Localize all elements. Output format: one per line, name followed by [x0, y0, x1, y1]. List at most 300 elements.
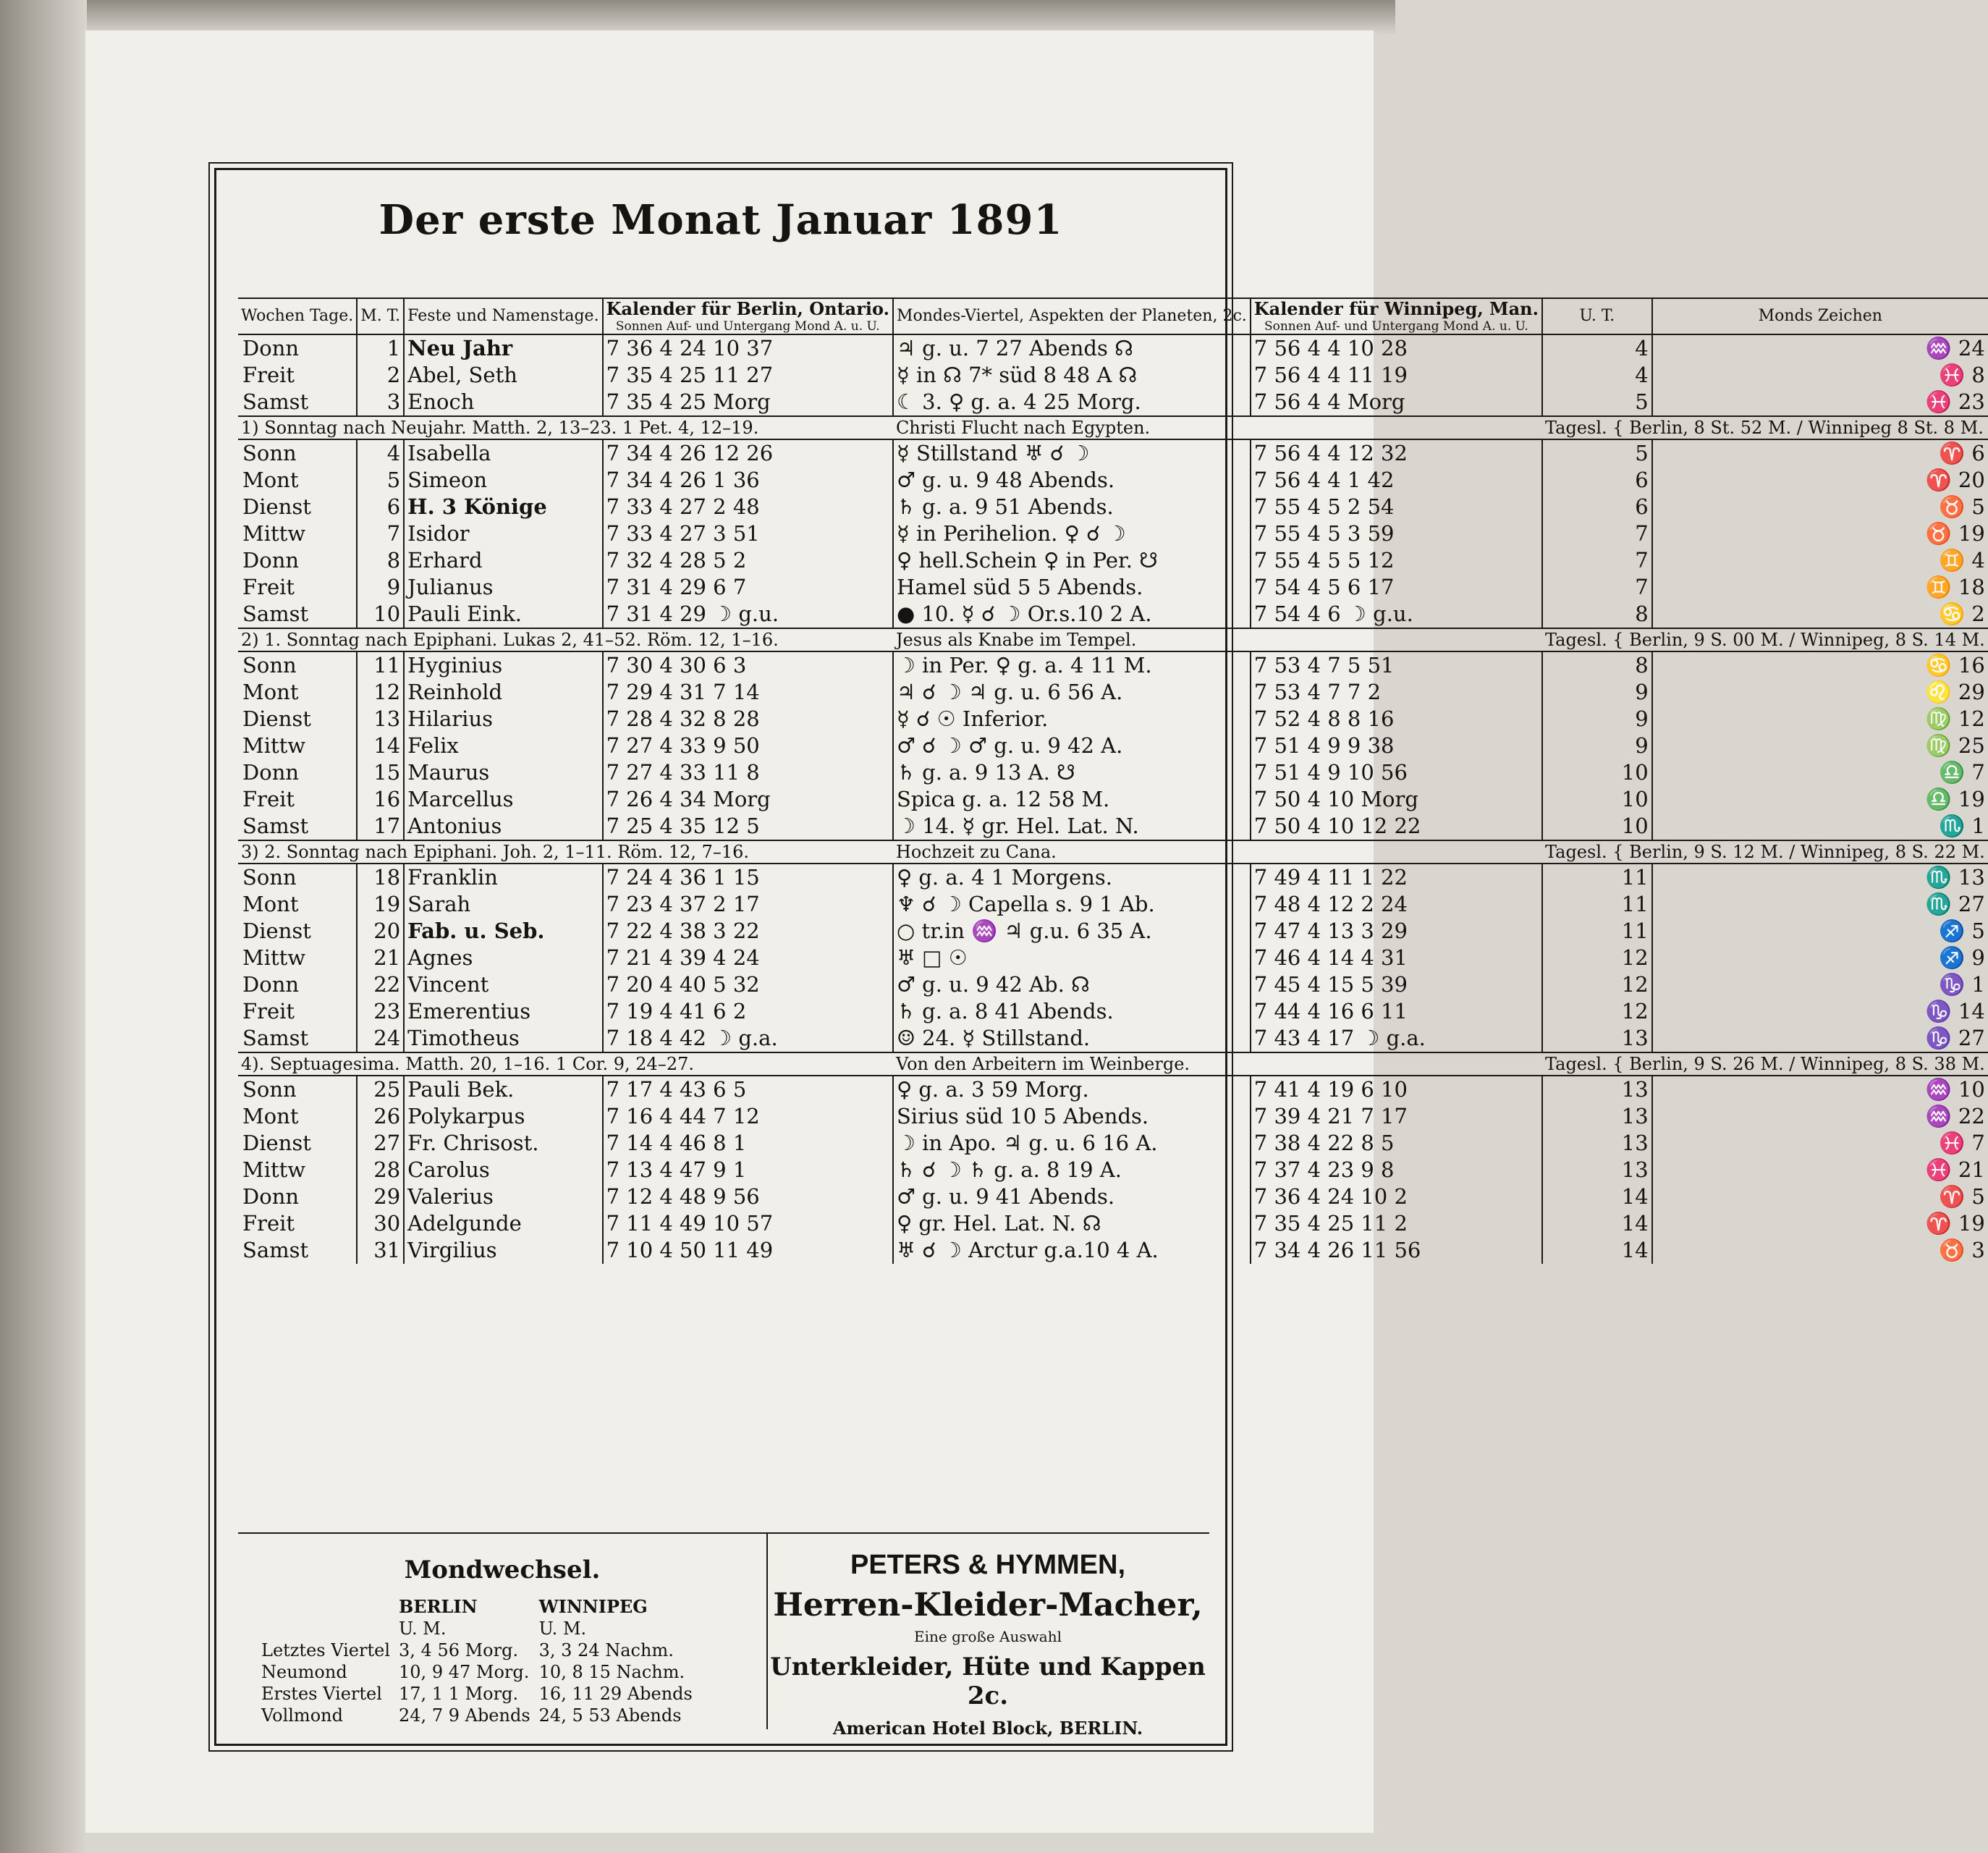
zodiac-sign: ♎ 19 — [1925, 787, 1985, 811]
berlin-times: 7 32 4 28 5 2 — [603, 547, 893, 574]
aspect: ♀ gr. Hel. Lat. N. ☊ — [893, 1210, 1251, 1237]
ut: 13 — [1542, 1103, 1652, 1130]
zodiac-sign: ♓ 8 — [1939, 363, 1985, 387]
ut: 12 — [1542, 971, 1652, 998]
weekday: Freit — [238, 1210, 357, 1237]
ut: 12 — [1542, 945, 1652, 971]
winnipeg-times: 7 56 4 4 12 32 — [1251, 439, 1542, 467]
winnipeg-times: 7 55 4 5 2 54 — [1251, 494, 1542, 520]
berlin-times: 7 28 4 32 8 28 — [603, 706, 893, 733]
winnipeg-times: 7 34 4 26 11 56 — [1251, 1237, 1542, 1264]
day-row — [238, 651, 1988, 679]
day-row — [238, 759, 1988, 786]
weekday: Donn — [238, 971, 357, 998]
winnipeg-times: 7 35 4 25 11 2 — [1251, 1210, 1542, 1237]
week-daylength: Tagesl. { Berlin, 9 S. 12 M. / Winnipeg, 8 S. 22 M. — [1542, 840, 1988, 864]
ut: 8 — [1542, 601, 1652, 628]
winnipeg-times: 7 39 4 21 7 17 — [1251, 1103, 1542, 1130]
zodiac-sign: ♐ 5 — [1939, 919, 1985, 943]
header-winnipeg-sun: Sonnen Auf- und Untergang — [1264, 319, 1439, 334]
zodiac-sign: ♌ 29 — [1925, 680, 1985, 704]
feast-name: Neu Jahr — [404, 334, 602, 362]
moon-berlin-time: 3, 4 56 Morg. — [399, 1640, 519, 1660]
zodiac-sign: ♓ 23 — [1925, 389, 1985, 414]
moon-berlin-time: 17, 1 1 Morg. — [399, 1684, 519, 1704]
berlin-times: 7 34 4 26 12 26 — [603, 439, 893, 467]
winnipeg-times: 7 56 4 4 Morg — [1251, 389, 1542, 416]
ut: 8 — [1542, 651, 1652, 679]
month-day: 16 — [357, 786, 404, 813]
weekday: Freit — [238, 574, 357, 601]
berlin-times: 7 24 4 36 1 15 — [603, 864, 893, 891]
day-row — [238, 891, 1988, 918]
table-header — [238, 298, 1988, 334]
day-row — [238, 574, 1988, 601]
aspect: ○ tr.in ♒ ♃ g.u. 6 35 A. — [893, 918, 1251, 945]
header-berlin-title: Kalender für Berlin, Ontario. — [606, 298, 889, 319]
weekday: Samst — [238, 1025, 357, 1052]
aspect: ☽ 14. ☿ gr. Hel. Lat. N. — [893, 813, 1251, 840]
ut: 5 — [1542, 389, 1652, 416]
month-day: 5 — [357, 467, 404, 494]
berlin-times: 7 25 4 35 12 5 — [603, 813, 893, 840]
feast-name: Enoch — [404, 389, 602, 416]
zodiac-sign: ♍ 12 — [1925, 706, 1985, 731]
moon-phase-name: Erstes Viertel — [261, 1684, 382, 1704]
ut: 7 — [1542, 520, 1652, 547]
month-day: 29 — [357, 1183, 404, 1210]
day-row — [238, 601, 1988, 628]
winnipeg-times: 7 36 4 24 10 2 — [1251, 1183, 1542, 1210]
week-reading: 4). Septuagesima. Matth. 20, 1–16. 1 Cor. 9, 24–27. — [238, 1052, 893, 1076]
feast-name: Fr. Chrisost. — [404, 1130, 602, 1157]
weekday: Mont — [238, 1103, 357, 1130]
calendar-page — [85, 30, 1985, 1833]
winnipeg-times: 7 53 4 7 7 2 — [1251, 679, 1542, 706]
week-reading: 2) 1. Sonntag nach Epiphani. Lukas 2, 41–52. Röm. 12, 1–16. — [238, 628, 893, 651]
ut: 11 — [1542, 918, 1652, 945]
ut: 7 — [1542, 547, 1652, 574]
footer-section — [238, 1532, 1209, 1739]
week-daylength: Tagesl. { Berlin, 9 S. 00 M. / Winnipeg, 8 S. 14 M. — [1542, 628, 1988, 651]
moon-phase-row — [257, 1639, 697, 1661]
feast-name: Franklin — [404, 864, 602, 891]
weekday: Freit — [238, 786, 357, 813]
aspect: ● 10. ☿ ☌ ☽ Or.s.10 2 A. — [893, 601, 1251, 628]
berlin-times: 7 19 4 41 6 2 — [603, 998, 893, 1025]
feast-name: Hilarius — [404, 706, 602, 733]
aspect: ☿ Stillstand ♅ ☌ ☽ — [893, 439, 1251, 467]
zodiac-sign: ♒ 24 — [1925, 336, 1985, 360]
winnipeg-times: 7 43 4 17 ☽ g.a. — [1251, 1025, 1542, 1052]
aspect: ♀ g. a. 3 59 Morg. — [893, 1076, 1251, 1103]
day-row — [238, 706, 1988, 733]
aspect: Spica g. a. 12 58 M. — [893, 786, 1251, 813]
day-row — [238, 1210, 1988, 1237]
moon-winnipeg-um: U. M. — [538, 1618, 587, 1639]
day-row — [238, 864, 1988, 891]
ad-products: Unterkleider, Hüte und Kappen 2c. — [770, 1652, 1206, 1710]
ut: 11 — [1542, 864, 1652, 891]
day-row — [238, 813, 1988, 840]
zodiac-sign: ♏ 13 — [1925, 865, 1985, 890]
week-reading: 3) 2. Sonntag nach Epiphani. Joh. 2, 1–11. Röm. 12, 7–16. — [238, 840, 893, 864]
zodiac-sign: ♋ 16 — [1925, 653, 1985, 678]
week-sunday-row — [238, 840, 1988, 864]
berlin-times: 7 35 4 25 11 27 — [603, 362, 893, 389]
month-day: 26 — [357, 1103, 404, 1130]
weekday: Sonn — [238, 1076, 357, 1103]
winnipeg-times: 7 56 4 4 1 42 — [1251, 467, 1542, 494]
feast-name: Timotheus — [404, 1025, 602, 1052]
day-row — [238, 1183, 1988, 1210]
weekday: Samst — [238, 813, 357, 840]
moon-winnipeg-time: 24, 5 53 Abends — [538, 1705, 682, 1726]
winnipeg-times: 7 55 4 5 5 12 — [1251, 547, 1542, 574]
feast-name: Polykarpus — [404, 1103, 602, 1130]
berlin-times: 7 12 4 48 9 56 — [603, 1183, 893, 1210]
day-row — [238, 1130, 1988, 1157]
aspect: ♅ ☌ ☽ Arctur g.a.10 4 A. — [893, 1237, 1251, 1264]
weekday: Samst — [238, 601, 357, 628]
zodiac-sign: ♊ 18 — [1925, 575, 1985, 599]
berlin-times: 7 33 4 27 2 48 — [603, 494, 893, 520]
weekday: Samst — [238, 1237, 357, 1264]
zodiac-sign: ♍ 25 — [1925, 733, 1985, 758]
header-winnipeg-sub — [1254, 319, 1539, 334]
month-day: 15 — [357, 759, 404, 786]
ut: 6 — [1542, 467, 1652, 494]
month-day: 17 — [357, 813, 404, 840]
aspect: Sirius süd 10 5 Abends. — [893, 1103, 1251, 1130]
day-row — [238, 1025, 1988, 1052]
weekday: Dienst — [238, 494, 357, 520]
month-day: 7 — [357, 520, 404, 547]
berlin-times: 7 29 4 31 7 14 — [603, 679, 893, 706]
winnipeg-times: 7 48 4 12 2 24 — [1251, 891, 1542, 918]
month-day: 20 — [357, 918, 404, 945]
zodiac-sign: ♑ 27 — [1925, 1026, 1985, 1050]
winnipeg-times: 7 55 4 5 3 59 — [1251, 520, 1542, 547]
moon-phases-box — [238, 1534, 768, 1729]
aspect: ☽ in Apo. ♃ g. u. 6 16 A. — [893, 1130, 1251, 1157]
winnipeg-times: 7 52 4 8 8 16 — [1251, 706, 1542, 733]
day-row — [238, 494, 1988, 520]
aspect: ♂ g. u. 9 48 Abends. — [893, 467, 1251, 494]
zodiac-sign: ♑ 1 — [1939, 972, 1985, 997]
winnipeg-times: 7 50 4 10 Morg — [1251, 786, 1542, 813]
moon-phase-name: Vollmond — [261, 1705, 343, 1726]
berlin-times: 7 34 4 26 1 36 — [603, 467, 893, 494]
berlin-times: 7 21 4 39 4 24 — [603, 945, 893, 971]
berlin-times: 7 36 4 24 10 37 — [603, 334, 893, 362]
aspect: ♀ hell.Schein ♀ in Per. ☋ — [893, 547, 1251, 574]
weekday: Sonn — [238, 651, 357, 679]
header-berlin — [603, 298, 893, 334]
zodiac-sign: ♒ 10 — [1925, 1077, 1985, 1102]
week-sunday-row — [238, 416, 1988, 439]
zodiac-sign: ♏ 27 — [1925, 892, 1985, 916]
ut: 4 — [1542, 334, 1652, 362]
header-aspects: Mondes-Viertel, Aspekten der Planeten, 2c. — [893, 298, 1251, 334]
header-ut: U. T. — [1542, 298, 1652, 334]
weekday: Mittw — [238, 520, 357, 547]
aspect: ☾ 3. ♀ g. a. 4 25 Morg. — [893, 389, 1251, 416]
header-signs: Monds Zeichen — [1652, 298, 1988, 334]
winnipeg-times: 7 54 4 6 ☽ g.u. — [1251, 601, 1542, 628]
weekday: Mont — [238, 679, 357, 706]
feast-name: Isidor — [404, 520, 602, 547]
winnipeg-times: 7 53 4 7 5 51 — [1251, 651, 1542, 679]
berlin-times: 7 23 4 37 2 17 — [603, 891, 893, 918]
aspect: ♀ g. a. 4 1 Morgens. — [893, 864, 1251, 891]
day-row — [238, 918, 1988, 945]
feast-name: Pauli Eink. — [404, 601, 602, 628]
month-day: 13 — [357, 706, 404, 733]
zodiac-sign: ♉ 5 — [1939, 494, 1985, 519]
day-row — [238, 1237, 1988, 1264]
day-row — [238, 547, 1988, 574]
day-row — [238, 439, 1988, 467]
weekday: Dienst — [238, 918, 357, 945]
month-day: 6 — [357, 494, 404, 520]
feast-name: Reinhold — [404, 679, 602, 706]
ad-title: PETERS & HYMMEN, — [850, 1550, 1126, 1580]
weekday: Mittw — [238, 733, 357, 759]
berlin-times: 7 20 4 40 5 32 — [603, 971, 893, 998]
header-berlin-sun: Sonnen Auf- und Untergang — [615, 319, 791, 334]
month-day: 27 — [357, 1130, 404, 1157]
week-sunday-row — [238, 1052, 1988, 1076]
feast-name: Virgilius — [404, 1237, 602, 1264]
month-day: 11 — [357, 651, 404, 679]
feast-name: Fab. u. Seb. — [404, 918, 602, 945]
weekday: Mont — [238, 467, 357, 494]
aspect: ☿ ☌ ☉ Inferior. — [893, 706, 1251, 733]
ut: 6 — [1542, 494, 1652, 520]
day-row — [238, 362, 1988, 389]
feast-name: Adelgunde — [404, 1210, 602, 1237]
zodiac-sign: ♉ 3 — [1939, 1238, 1985, 1262]
weekday: Donn — [238, 334, 357, 362]
feast-name: Marcellus — [404, 786, 602, 813]
ut: 10 — [1542, 786, 1652, 813]
moon-berlin-time: 24, 7 9 Abends — [399, 1705, 530, 1726]
winnipeg-times: 7 37 4 23 9 8 — [1251, 1157, 1542, 1183]
month-day: 4 — [357, 439, 404, 467]
calendar-frame — [214, 168, 1985, 1746]
month-day: 19 — [357, 891, 404, 918]
feast-name: Simeon — [404, 467, 602, 494]
berlin-times: 7 14 4 46 8 1 — [603, 1130, 893, 1157]
ut: 9 — [1542, 706, 1652, 733]
advertisement — [766, 1534, 1209, 1739]
feast-name: Maurus — [404, 759, 602, 786]
feast-name: Julianus — [404, 574, 602, 601]
month-day: 22 — [357, 971, 404, 998]
aspect: ♄ ☌ ☽ ♄ g. a. 8 19 A. — [893, 1157, 1251, 1183]
day-row — [238, 1103, 1988, 1130]
month-day: 23 — [357, 998, 404, 1025]
month-day: 18 — [357, 864, 404, 891]
ut: 13 — [1542, 1157, 1652, 1183]
month-day: 10 — [357, 601, 404, 628]
week-sunday-row — [238, 628, 1988, 651]
winnipeg-times: 7 51 4 9 10 56 — [1251, 759, 1542, 786]
aspect: ☽ in Per. ♀ g. a. 4 11 M. — [893, 651, 1251, 679]
moon-berlin-um: U. M. — [399, 1618, 447, 1639]
weekday: Mittw — [238, 1157, 357, 1183]
moon-winnipeg-time: 3, 3 24 Nachm. — [538, 1640, 674, 1660]
ut: 9 — [1542, 679, 1652, 706]
header-winnipeg-moon: Mond A. u. U. — [1442, 319, 1528, 334]
header-berlin-sub — [606, 319, 889, 334]
winnipeg-times: 7 44 4 16 6 11 — [1251, 998, 1542, 1025]
winnipeg-times: 7 45 4 15 5 39 — [1251, 971, 1542, 998]
zodiac-sign: ♈ 5 — [1939, 1184, 1985, 1209]
month-day: 21 — [357, 945, 404, 971]
week-theme: Jesus als Knabe im Tempel. — [893, 628, 1542, 651]
weekday: Mittw — [238, 945, 357, 971]
moon-berlin-time: 10, 9 47 Morg. — [399, 1662, 530, 1682]
ut: 14 — [1542, 1237, 1652, 1264]
ad-address: American Hotel Block, BERLIN. — [832, 1718, 1143, 1739]
feast-name: Vincent — [404, 971, 602, 998]
ut: 7 — [1542, 574, 1652, 601]
header-mt: M. T. — [357, 298, 404, 334]
month-day: 8 — [357, 547, 404, 574]
week-daylength: Tagesl. { Berlin, 9 S. 26 M. / Winnipeg, 8 S. 38 M. — [1542, 1052, 1988, 1076]
weekday: Sonn — [238, 439, 357, 467]
calendar-body — [238, 334, 1988, 1264]
feast-name: Abel, Seth — [404, 362, 602, 389]
feast-name: Pauli Bek. — [404, 1076, 602, 1103]
month-day: 9 — [357, 574, 404, 601]
ut: 11 — [1542, 891, 1652, 918]
zodiac-sign: ♉ 19 — [1925, 521, 1985, 546]
day-row — [238, 945, 1988, 971]
calendar-table — [238, 297, 1988, 1264]
aspect: Hamel süd 5 5 Abends. — [893, 574, 1251, 601]
moon-phases-body — [257, 1639, 697, 1726]
weekday: Samst — [238, 389, 357, 416]
weekday: Donn — [238, 547, 357, 574]
week-theme: Christi Flucht nach Egypten. — [893, 416, 1542, 439]
ut: 12 — [1542, 998, 1652, 1025]
feast-name: Valerius — [404, 1183, 602, 1210]
aspect: ♂ g. u. 9 41 Abends. — [893, 1183, 1251, 1210]
winnipeg-times: 7 41 4 19 6 10 — [1251, 1076, 1542, 1103]
berlin-times: 7 30 4 30 6 3 — [603, 651, 893, 679]
berlin-times: 7 33 4 27 3 51 — [603, 520, 893, 547]
header-feasts: Feste und Namenstage. — [404, 298, 602, 334]
aspect: ☿ in Perihelion. ♀ ☌ ☽ — [893, 520, 1251, 547]
feast-name: Isabella — [404, 439, 602, 467]
berlin-times: 7 13 4 47 9 1 — [603, 1157, 893, 1183]
zodiac-sign: ♈ 19 — [1925, 1211, 1985, 1236]
feast-name: Agnes — [404, 945, 602, 971]
week-theme: Hochzeit zu Cana. — [893, 840, 1542, 864]
berlin-times: 7 27 4 33 11 8 — [603, 759, 893, 786]
day-row — [238, 1157, 1988, 1183]
zodiac-sign: ♐ 9 — [1939, 945, 1985, 970]
aspect: ♄ g. a. 9 51 Abends. — [893, 494, 1251, 520]
moon-phase-row — [257, 1705, 697, 1726]
moon-phases-table — [257, 1596, 697, 1726]
moon-phase-row — [257, 1683, 697, 1705]
weekday: Dienst — [238, 706, 357, 733]
moon-phase-row — [257, 1661, 697, 1683]
ut: 13 — [1542, 1076, 1652, 1103]
month-day: 31 — [357, 1237, 404, 1264]
ut: 10 — [1542, 813, 1652, 840]
feast-name: Erhard — [404, 547, 602, 574]
day-row — [238, 520, 1988, 547]
ut: 5 — [1542, 439, 1652, 467]
ut: 4 — [1542, 362, 1652, 389]
zodiac-sign: ♓ 21 — [1925, 1157, 1985, 1182]
aspect: ☿ in ☊ 7* süd 8 48 A ☊ — [893, 362, 1251, 389]
aspect: ♂ g. u. 9 42 Ab. ☊ — [893, 971, 1251, 998]
zodiac-sign: ♑ 14 — [1925, 999, 1985, 1023]
feast-name: Antonius — [404, 813, 602, 840]
moon-berlin-label: BERLIN — [399, 1596, 478, 1617]
winnipeg-times: 7 56 4 4 10 28 — [1251, 334, 1542, 362]
month-day: 14 — [357, 733, 404, 759]
berlin-times: 7 22 4 38 3 22 — [603, 918, 893, 945]
scan-left-edge — [0, 0, 87, 1853]
zodiac-sign: ♓ 7 — [1939, 1131, 1985, 1155]
winnipeg-times: 7 56 4 4 11 19 — [1251, 362, 1542, 389]
weekday: Dienst — [238, 1130, 357, 1157]
month-day: 25 — [357, 1076, 404, 1103]
berlin-times: 7 10 4 50 11 49 — [603, 1237, 893, 1264]
winnipeg-times: 7 50 4 10 12 22 — [1251, 813, 1542, 840]
ut: 13 — [1542, 1025, 1652, 1052]
day-row — [238, 389, 1988, 416]
week-theme: Von den Arbeitern im Weinberge. — [893, 1052, 1542, 1076]
zodiac-sign: ♋ 2 — [1939, 602, 1985, 626]
month-day: 2 — [357, 362, 404, 389]
month-day: 28 — [357, 1157, 404, 1183]
weekday: Donn — [238, 1183, 357, 1210]
berlin-times: 7 31 4 29 ☽ g.u. — [603, 601, 893, 628]
scan-top-edge — [0, 0, 1395, 35]
weekday: Sonn — [238, 864, 357, 891]
berlin-times: 7 18 4 42 ☽ g.a. — [603, 1025, 893, 1052]
feast-name: Hyginius — [404, 651, 602, 679]
month-day: 24 — [357, 1025, 404, 1052]
header-winnipeg — [1251, 298, 1542, 334]
ad-tagline: Eine große Auswahl — [914, 1628, 1062, 1645]
moon-winnipeg-label: WINNIPEG — [538, 1596, 648, 1617]
winnipeg-times: 7 46 4 14 4 31 — [1251, 945, 1542, 971]
berlin-times: 7 27 4 33 9 50 — [603, 733, 893, 759]
month-day: 1 — [357, 334, 404, 362]
week-daylength: Tagesl. { Berlin, 8 St. 52 M. / Winnipeg 8 St. 8 M. — [1542, 416, 1988, 439]
day-row — [238, 786, 1988, 813]
weekday: Freit — [238, 998, 357, 1025]
winnipeg-times: 7 38 4 22 8 5 — [1251, 1130, 1542, 1157]
winnipeg-times: 7 49 4 11 1 22 — [1251, 864, 1542, 891]
moon-phase-name: Letztes Viertel — [261, 1640, 391, 1660]
ut: 13 — [1542, 1130, 1652, 1157]
day-row — [238, 334, 1988, 362]
feast-name: Sarah — [404, 891, 602, 918]
weekday: Freit — [238, 362, 357, 389]
berlin-times: 7 17 4 43 6 5 — [603, 1076, 893, 1103]
zodiac-sign: ♈ 6 — [1939, 441, 1985, 465]
